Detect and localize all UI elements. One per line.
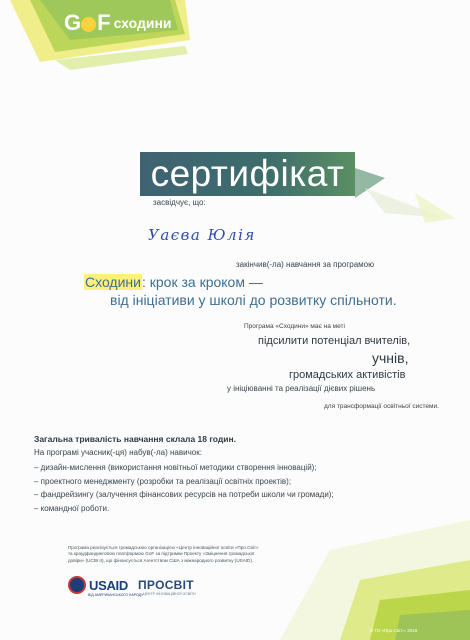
certificate-title: сертифікат (150, 153, 345, 194)
skills-intro: На програмі учасник(-ця) набув(-ла) навичок: (34, 448, 202, 457)
skill-item: – фандрейзингу (залучення фінансових ресурсів на потреби школи чи громади); (34, 490, 334, 499)
footer-note (68, 545, 259, 564)
recipient-name: Уаєва Юлія (148, 226, 256, 244)
logo-letter-g: G (64, 10, 81, 35)
usaid-logo (68, 575, 128, 595)
certifies-text: засвідчує, що: (153, 198, 206, 207)
goal-line-5: для трансформації освітньої системи. (324, 403, 439, 410)
program-title-line1 (84, 274, 263, 290)
footer-note-line: Програма реалізується громадською організацією «Центр інноваційної освіти «Про.Світ» (68, 545, 259, 550)
goal-line-4: у ініціюванні та реалізації дієвих рішень (227, 384, 376, 393)
footer-note-line: та краудфандинговою платформою GoF за підтримки Проекту «Зміцнення громадської (68, 551, 255, 557)
program-title-rest: : крок за кроком — (141, 274, 263, 290)
prosvit-label: ПРОСВІТ (138, 578, 194, 592)
footer-note-line: довіри» (UCBI II), що фінансується Агентством США з міжнародного розвитку (USAID). (68, 557, 254, 563)
smile-icon (81, 17, 96, 32)
completed-text: закінчив(-ла) навчання за програмою (236, 260, 375, 269)
usaid-label: USAID (89, 577, 128, 593)
skill-item: – проектного менеджменту (розробки та реалізації освітніх проектів); (34, 476, 292, 486)
program-title-line2: від ініціативи у школі до розвитку спільноти. (110, 292, 397, 308)
training-duration: Загальна тривалість навчання склала 18 годин. (34, 434, 236, 444)
prosvit-subtitle: ЦЕНТР ІННОВАЦІЙНОЇ ОСВІТИ (143, 592, 196, 596)
title-decoration (355, 168, 455, 228)
gof-wordmark (64, 10, 110, 36)
goal-line-1: підсилити потенціал вчителів, (258, 335, 411, 347)
usaid-seal-icon (68, 576, 86, 594)
goals-intro: Програма «Сходини» має на меті (244, 323, 345, 330)
skills-list (34, 461, 334, 515)
gof-logo (64, 8, 172, 38)
skill-item: – дизайн-мислення (використання новітньої методики створення інновацій); (34, 463, 317, 472)
goal-line-2: учнів, (372, 350, 409, 366)
usaid-subtitle: ВІД АМЕРИКАНСЬКОГО НАРОДУ (88, 593, 144, 597)
logo-letter-f: F (97, 10, 110, 35)
skill-item: – командної роботи. (34, 503, 110, 513)
goal-line-3: громадських активістів (289, 369, 406, 381)
copyright-text: © ГО «Про.Світ», 2018 (370, 628, 418, 633)
program-name-highlight: Сходини (85, 274, 141, 290)
logo-text: сходини (113, 15, 172, 31)
